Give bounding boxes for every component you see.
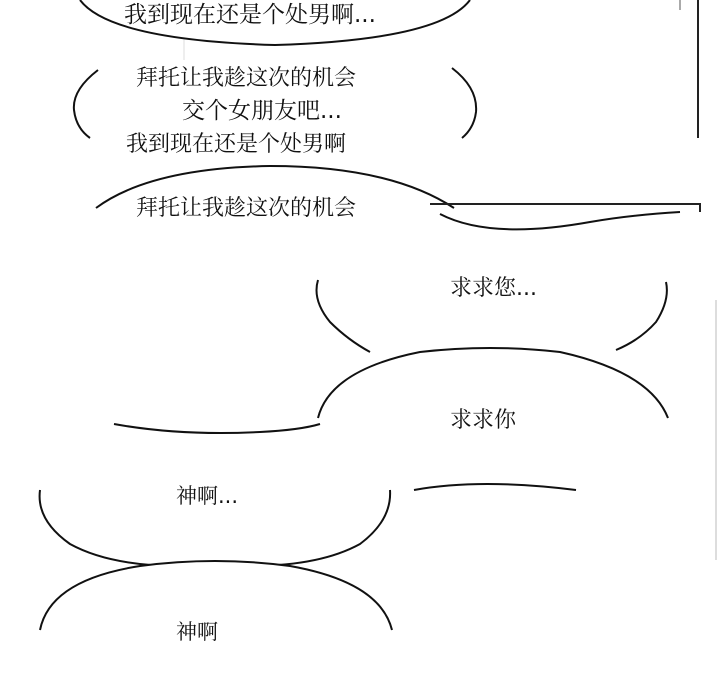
bubble-middle-line-2: 交个女朋友吧... [182,98,342,124]
bubble-right-bottom-text: 求求你 [450,408,517,433]
bubble-middle-line-1: 拜托让我趁这次的机会 [136,66,357,91]
speech-bubble-right-curve [414,484,576,490]
bubble-strip-text: 拜托让我趁这次的机会 [136,196,357,221]
bubble-left-bottom-text: 神啊 [176,620,218,644]
bubble-middle-line-3: 我到现在还是个处男啊 [126,132,347,157]
panel-2-frame-curve [440,212,680,229]
panel-2-frame [430,204,700,212]
bubble-left-top-text: 神啊... [176,484,239,508]
bubble-strip-clip [130,196,450,221]
bubble-top-text: 我到现在还是个处男啊... [124,2,376,28]
bubble-right-top-clip [440,276,580,302]
bubble-right-bottom-clip [440,408,560,433]
bubble-left-bottom-clip [170,620,260,644]
speech-bubble-left-curve [114,424,320,433]
bubble-middle-clip [120,132,440,157]
bubble-right-top-text: 求求您... [450,276,537,301]
bubble-left-top-clip [170,484,280,508]
